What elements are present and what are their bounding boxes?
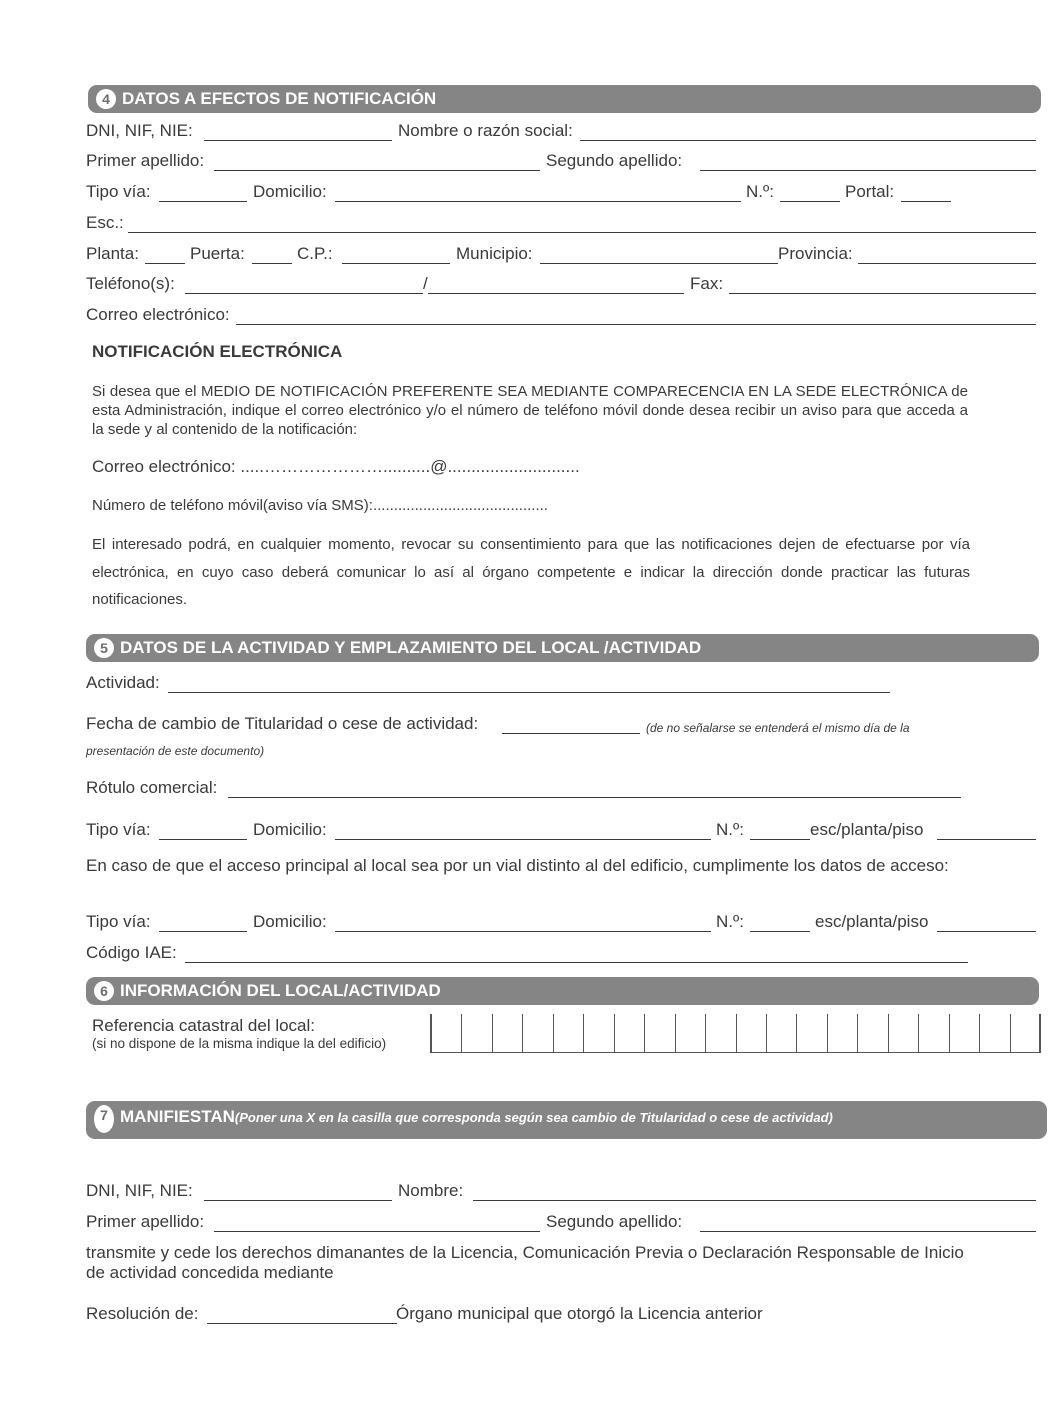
- provincia-label: Provincia:: [778, 244, 853, 263]
- domicilio-field[interactable]: [335, 839, 711, 840]
- esc-label: Esc.:: [86, 213, 124, 232]
- primer-apellido-label: Primer apellido:: [86, 151, 205, 170]
- notificacion-revoke: El interesado podrá, en cualquier momento, revocar su consentimiento para que las notificaciones dejen de efectuarse por vía electrónica, en cuyo caso deberá comunicar lo así al órgano competente e indicar la dirección donde practicar las futuras notificaciones.: [92, 536, 970, 608]
- fax-label: Fax:: [690, 274, 724, 293]
- cp-label: C.P.:: [297, 244, 333, 263]
- acceso-text: En caso de que el acceso principal al local sea por un vial distinto al del edificio, cumplimente los datos de acceso:: [86, 856, 949, 875]
- tipo-via-label: Tipo vía:: [86, 912, 151, 931]
- section-title: INFORMACIÓN DEL LOCAL/ACTIVIDAD: [120, 981, 441, 1000]
- dni-field[interactable]: [204, 1200, 392, 1201]
- catastro-cell-divider: [827, 1014, 828, 1052]
- referencia-label: Referencia catastral del local:: [92, 1016, 316, 1035]
- domicilio-field[interactable]: [335, 931, 711, 932]
- section-6-header: [86, 977, 1039, 1005]
- catastro-cell-divider: [1039, 1014, 1040, 1052]
- catastro-cell-divider: [644, 1014, 645, 1052]
- domicilio-label: Domicilio:: [253, 912, 327, 931]
- section-number-badge: 7: [94, 1105, 114, 1133]
- nombre-field[interactable]: [580, 140, 1036, 141]
- correo-label: Correo electrónico:: [86, 305, 230, 324]
- esc-planta-field[interactable]: [937, 839, 1036, 840]
- catastro-cell-divider: [888, 1014, 889, 1052]
- segundo-apellido-field[interactable]: [700, 1231, 1036, 1232]
- section-title: MANIFIESTAN: [120, 1107, 235, 1126]
- notificacion-movil-field[interactable]: Número de teléfono móvil(aviso vía SMS):..........................................: [92, 497, 548, 514]
- resolucion-label: Resolución de:: [86, 1304, 199, 1323]
- row-resolucion: [86, 1304, 1038, 1326]
- nombre-label: Nombre o razón social:: [398, 121, 573, 140]
- catastro-cell-divider: [736, 1014, 737, 1052]
- rotulo-label: Rótulo comercial:: [86, 778, 218, 797]
- catastro-cell-divider: [705, 1014, 706, 1052]
- portal-field[interactable]: [901, 201, 951, 202]
- row-rotulo: [86, 778, 1038, 800]
- actividad-field[interactable]: [168, 692, 890, 693]
- row-planta: [86, 244, 1038, 266]
- section-title: DATOS A EFECTOS DE NOTIFICACIÓN: [122, 89, 437, 108]
- esc-field[interactable]: [128, 232, 1036, 233]
- catastro-cell-divider: [1010, 1014, 1011, 1052]
- row-dni-nombre: [86, 121, 1038, 143]
- notificacion-correo-field[interactable]: Correo electrónico: .....…………………..........@............................: [92, 457, 580, 476]
- rotulo-field[interactable]: [228, 797, 961, 798]
- segundo-apellido-label: Segundo apellido:: [546, 151, 683, 170]
- numero-label: N.º:: [716, 820, 744, 839]
- puerta-field[interactable]: [252, 263, 292, 264]
- referencia-note: (si no dispone de la misma indique la del edificio): [92, 1036, 387, 1051]
- row-iae: [86, 943, 1038, 965]
- fax-field[interactable]: [729, 293, 1036, 294]
- actividad-label: Actividad:: [86, 673, 160, 692]
- row-apellidos-7: [86, 1212, 1038, 1234]
- notificacion-intro: Si desea que el MEDIO DE NOTIFICACIÓN PREFERENTE SEA MEDIANTE COMPARECENCIA EN LA SEDE ELECTRÓNICA de esta Administración, indique el correo electrónico y/o el número de teléfono móvil donde desea recibir un aviso para que acceda a la sede y al contenido de la notificación:: [92, 383, 968, 438]
- row-direccion: [86, 182, 1038, 204]
- primer-apellido-label: Primer apellido:: [86, 1212, 205, 1231]
- numero-label: N.º:: [746, 182, 774, 201]
- tipo-via-field[interactable]: [159, 839, 247, 840]
- dni-label: DNI, NIF, NIE:: [86, 121, 193, 140]
- dni-field[interactable]: [204, 140, 392, 141]
- tipo-via-label: Tipo vía:: [86, 820, 151, 839]
- esc-planta-label: esc/planta/piso: [815, 912, 929, 931]
- municipio-label: Municipio:: [456, 244, 533, 263]
- referencia-catastral-grid[interactable]: [430, 1014, 1041, 1053]
- telefono-field-1[interactable]: [185, 293, 423, 294]
- row-emplazamiento: [86, 820, 1038, 842]
- puerta-label: Puerta:: [190, 244, 245, 263]
- domicilio-label: Domicilio:: [253, 820, 327, 839]
- primer-apellido-field[interactable]: [214, 170, 540, 171]
- fecha-label: Fecha de cambio de Titularidad o cese de actividad:: [86, 714, 479, 733]
- numero-label: N.º:: [716, 912, 744, 931]
- municipio-field[interactable]: [540, 263, 778, 264]
- catastro-cell-divider: [796, 1014, 797, 1052]
- tipo-via-label: Tipo vía:: [86, 182, 151, 201]
- iae-label: Código IAE:: [86, 943, 177, 962]
- catastro-cell-divider: [979, 1014, 980, 1052]
- segundo-apellido-field[interactable]: [700, 170, 1036, 171]
- row-acceso: [86, 912, 1038, 934]
- dni-label: DNI, NIF, NIE:: [86, 1181, 193, 1200]
- numero-field[interactable]: [780, 201, 840, 202]
- row-actividad: [86, 673, 1038, 695]
- catastro-cell-divider: [522, 1014, 523, 1052]
- section-7-header: [86, 1101, 1047, 1139]
- esc-planta-field[interactable]: [937, 931, 1036, 932]
- portal-label: Portal:: [845, 182, 895, 201]
- catastro-cell-divider: [918, 1014, 919, 1052]
- row-dni-nombre-7: [86, 1181, 1038, 1203]
- catastro-cell-divider: [675, 1014, 676, 1052]
- section-title: DATOS DE LA ACTIVIDAD Y EMPLAZAMIENTO DEL LOCAL /ACTIVIDAD: [120, 638, 702, 657]
- iae-field[interactable]: [185, 962, 968, 963]
- transmite-text: transmite y cede los derechos dimanantes de la Licencia, Comunicación Previa o Declaración Responsable de Inicio de actividad concedida mediante: [86, 1243, 964, 1282]
- tipo-via-field[interactable]: [159, 931, 247, 932]
- catastro-cell-divider: [492, 1014, 493, 1052]
- resolucion-field[interactable]: [207, 1323, 397, 1324]
- catastro-cell-divider: [583, 1014, 584, 1052]
- numero-field[interactable]: [750, 839, 810, 840]
- fecha-field[interactable]: [502, 733, 640, 734]
- planta-field[interactable]: [145, 263, 185, 264]
- fecha-note-cont: presentación de este documento): [86, 744, 265, 758]
- catastro-cell-divider: [461, 1014, 462, 1052]
- section-subtitle: (Poner una X en la casilla que corresponda según sea cambio de Titularidad o cese de actividad): [234, 1110, 833, 1125]
- domicilio-label: Domicilio:: [253, 182, 327, 201]
- organo-label: Órgano municipal que otorgó la Licencia anterior: [396, 1304, 763, 1323]
- tipo-via-field[interactable]: [159, 201, 247, 202]
- row-apellidos: [86, 151, 1038, 173]
- catastro-cell-divider: [553, 1014, 554, 1052]
- catastro-cell-divider: [431, 1014, 432, 1052]
- segundo-apellido-label: Segundo apellido:: [546, 1212, 683, 1231]
- section-number-badge: 5: [94, 638, 114, 658]
- row-fecha: [86, 714, 1038, 736]
- primer-apellido-field[interactable]: [214, 1231, 540, 1232]
- row-correo: [86, 305, 1038, 327]
- planta-label: Planta:: [86, 244, 139, 263]
- catastro-cell-divider: [614, 1014, 615, 1052]
- section-4-header: [88, 85, 1041, 113]
- nombre-field[interactable]: [473, 1200, 1036, 1201]
- row-telefono: [86, 274, 1038, 296]
- esc-planta-label: esc/planta/piso: [810, 820, 924, 839]
- catastro-cell-divider: [857, 1014, 858, 1052]
- numero-field[interactable]: [750, 931, 810, 932]
- correo-field[interactable]: [236, 324, 1036, 325]
- section-number-badge: 4: [96, 89, 116, 109]
- section-5-header: [86, 634, 1039, 662]
- cp-field[interactable]: [342, 263, 450, 264]
- telefono-label: Teléfono(s):: [86, 274, 175, 293]
- notificacion-heading: NOTIFICACIÓN ELECTRÓNICA: [92, 342, 343, 361]
- nombre-label: Nombre:: [398, 1181, 464, 1200]
- domicilio-field[interactable]: [335, 201, 741, 202]
- telefono-field-2[interactable]: [428, 293, 684, 294]
- slash-separator: /: [423, 274, 428, 293]
- provincia-field[interactable]: [858, 263, 1036, 264]
- section-number-badge: 6: [94, 981, 114, 1001]
- catastro-cell-divider: [949, 1014, 950, 1052]
- fecha-note: (de no señalarse se entenderá el mismo día de la: [646, 721, 910, 735]
- catastro-cell-divider: [766, 1014, 767, 1052]
- row-esc: [86, 213, 1038, 235]
